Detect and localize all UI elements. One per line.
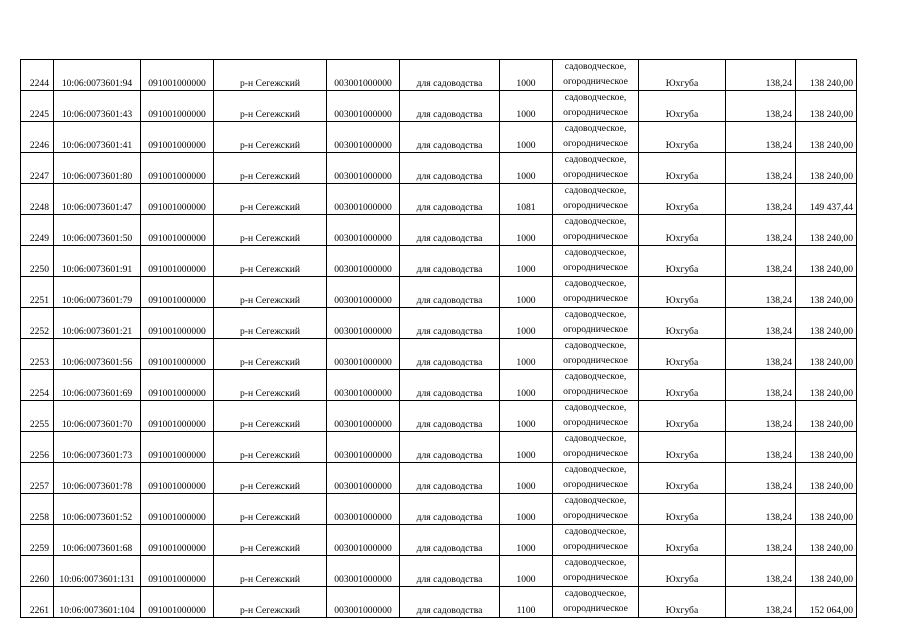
permitted-use-cell: для садоводства [400,494,500,525]
table-row [21,60,857,91]
rate-cell: 138,24 [726,308,796,339]
area-cell: 1000 [500,556,553,587]
rate-cell: 138,24 [726,153,796,184]
cadastral-value-cell: 138 240,00 [796,122,857,153]
table-row [21,184,857,215]
row-number-cell: 2258 [21,494,54,525]
district-cell: р-н Сегежский [214,370,327,401]
category-line-2: огородническое [563,385,628,397]
category-cell [553,184,639,215]
oktmo-cell: 091001000000 [141,60,214,91]
cadastral-number-cell: 10:06:0073601:91 [54,246,141,277]
oktmo-cell: 091001000000 [141,339,214,370]
permitted-use-cell: для садоводства [400,277,500,308]
row-number-cell: 2256 [21,432,54,463]
locality-cell: Юхгуба [639,246,726,277]
category-line-1: садоводческое, [564,309,627,320]
area-cell: 1000 [500,60,553,91]
oktmo-cell: 091001000000 [141,432,214,463]
area-cell: 1000 [500,308,553,339]
district-cell: р-н Сегежский [214,463,327,494]
category-cell [553,401,639,432]
category-line-2: огородническое [563,447,628,459]
cadastral-value-cell: 138 240,00 [796,215,857,246]
locality-cell: Юхгуба [639,215,726,246]
permitted-use-cell: для садоводства [400,308,500,339]
category-line-2: огородническое [563,230,628,242]
area-cell: 1000 [500,339,553,370]
area-cell: 1000 [500,401,553,432]
cadastral-value-cell: 138 240,00 [796,494,857,525]
category-cell [553,587,639,618]
code-cell: 003001000000 [327,587,400,618]
row-number-cell: 2255 [21,401,54,432]
oktmo-cell: 091001000000 [141,122,214,153]
category-cell [553,246,639,277]
permitted-use-cell: для садоводства [400,153,500,184]
district-cell: р-н Сегежский [214,556,327,587]
district-cell: р-н Сегежский [214,494,327,525]
category-line-2: огородническое [563,168,628,180]
code-cell: 003001000000 [327,370,400,401]
oktmo-cell: 091001000000 [141,215,214,246]
area-cell: 1000 [500,277,553,308]
code-cell: 003001000000 [327,401,400,432]
row-number-cell: 2257 [21,463,54,494]
table-row [21,463,857,494]
row-number-cell: 2251 [21,277,54,308]
category-line-2: огородническое [563,75,628,87]
category-line-1: садоводческое, [564,123,627,134]
locality-cell: Юхгуба [639,122,726,153]
rate-cell: 138,24 [726,122,796,153]
oktmo-cell: 091001000000 [141,587,214,618]
category-line-2: огородническое [563,323,628,335]
rate-cell: 138,24 [726,60,796,91]
oktmo-cell: 091001000000 [141,463,214,494]
area-cell: 1000 [500,463,553,494]
rate-cell: 138,24 [726,401,796,432]
locality-cell: Юхгуба [639,91,726,122]
locality-cell: Юхгуба [639,184,726,215]
category-line-2: огородническое [563,199,628,211]
permitted-use-cell: для садоводства [400,122,500,153]
table-body [21,60,857,618]
permitted-use-cell: для садоводства [400,91,500,122]
code-cell: 003001000000 [327,184,400,215]
category-cell [553,153,639,184]
oktmo-cell: 091001000000 [141,153,214,184]
category-cell [553,339,639,370]
row-number-cell: 2249 [21,215,54,246]
category-line-1: садоводческое, [564,526,627,537]
oktmo-cell: 091001000000 [141,277,214,308]
rate-cell: 138,24 [726,463,796,494]
district-cell: р-н Сегежский [214,153,327,184]
code-cell: 003001000000 [327,277,400,308]
cadastral-number-cell: 10:06:0073601:47 [54,184,141,215]
cadastral-number-cell: 10:06:0073601:131 [54,556,141,587]
table-row [21,277,857,308]
row-number-cell: 2248 [21,184,54,215]
locality-cell: Юхгуба [639,339,726,370]
category-line-1: садоводческое, [564,278,627,289]
code-cell: 003001000000 [327,432,400,463]
oktmo-cell: 091001000000 [141,246,214,277]
category-cell [553,122,639,153]
permitted-use-cell: для садоводства [400,339,500,370]
row-number-cell: 2245 [21,91,54,122]
oktmo-cell: 091001000000 [141,401,214,432]
rate-cell: 138,24 [726,91,796,122]
permitted-use-cell: для садоводства [400,370,500,401]
cadastral-value-cell: 138 240,00 [796,153,857,184]
oktmo-cell: 091001000000 [141,91,214,122]
oktmo-cell: 091001000000 [141,556,214,587]
permitted-use-cell: для садоводства [400,587,500,618]
cadastral-value-cell: 138 240,00 [796,277,857,308]
table-row [21,525,857,556]
code-cell: 003001000000 [327,153,400,184]
rate-cell: 138,24 [726,370,796,401]
cadastral-value-cell: 152 064,00 [796,587,857,618]
cadastral-value-cell: 138 240,00 [796,401,857,432]
locality-cell: Юхгуба [639,494,726,525]
category-line-1: садоводческое, [564,154,627,165]
area-cell: 1000 [500,153,553,184]
permitted-use-cell: для садоводства [400,525,500,556]
row-number-cell: 2247 [21,153,54,184]
category-line-1: садоводческое, [564,433,627,444]
permitted-use-cell: для садоводства [400,556,500,587]
cadastral-number-cell: 10:06:0073601:80 [54,153,141,184]
category-line-1: садоводческое, [564,216,627,227]
code-cell: 003001000000 [327,525,400,556]
rate-cell: 138,24 [726,556,796,587]
cadastral-number-cell: 10:06:0073601:41 [54,122,141,153]
category-line-2: огородническое [563,106,628,118]
cadastral-value-cell: 138 240,00 [796,339,857,370]
district-cell: р-н Сегежский [214,184,327,215]
rate-cell: 138,24 [726,525,796,556]
category-line-2: огородническое [563,292,628,304]
table-row [21,401,857,432]
area-cell: 1000 [500,494,553,525]
category-line-1: садоводческое, [564,92,627,103]
row-number-cell: 2259 [21,525,54,556]
category-line-2: огородническое [563,354,628,366]
cadastral-number-cell: 10:06:0073601:68 [54,525,141,556]
category-cell [553,370,639,401]
rate-cell: 138,24 [726,277,796,308]
category-line-2: огородническое [563,478,628,490]
cadastral-value-cell: 138 240,00 [796,60,857,91]
row-number-cell: 2250 [21,246,54,277]
category-cell [553,525,639,556]
category-line-1: садоводческое, [564,495,627,506]
area-cell: 1000 [500,91,553,122]
rate-cell: 138,24 [726,587,796,618]
area-cell: 1000 [500,432,553,463]
row-number-cell: 2252 [21,308,54,339]
locality-cell: Юхгуба [639,153,726,184]
area-cell: 1000 [500,370,553,401]
cadastral-value-cell: 138 240,00 [796,91,857,122]
cadastral-number-cell: 10:06:0073601:56 [54,339,141,370]
row-number-cell: 2253 [21,339,54,370]
category-line-2: огородническое [563,571,628,583]
permitted-use-cell: для садоводства [400,463,500,494]
district-cell: р-н Сегежский [214,60,327,91]
row-number-cell: 2261 [21,587,54,618]
area-cell: 1100 [500,587,553,618]
area-cell: 1000 [500,122,553,153]
table-row [21,556,857,587]
oktmo-cell: 091001000000 [141,184,214,215]
category-line-1: садоводческое, [564,557,627,568]
category-line-1: садоводческое, [564,247,627,258]
table-row [21,246,857,277]
district-cell: р-н Сегежский [214,401,327,432]
rate-cell: 138,24 [726,184,796,215]
permitted-use-cell: для садоводства [400,60,500,91]
table-row [21,587,857,618]
code-cell: 003001000000 [327,215,400,246]
table-row [21,308,857,339]
area-cell: 1000 [500,246,553,277]
oktmo-cell: 091001000000 [141,525,214,556]
district-cell: р-н Сегежский [214,525,327,556]
cadastral-value-cell: 138 240,00 [796,463,857,494]
category-line-1: садоводческое, [564,402,627,413]
table-row [21,370,857,401]
category-line-2: огородническое [563,540,628,552]
category-line-2: огородническое [563,137,628,149]
code-cell: 003001000000 [327,122,400,153]
locality-cell: Юхгуба [639,308,726,339]
cadastral-number-cell: 10:06:0073601:69 [54,370,141,401]
category-line-1: садоводческое, [564,588,627,599]
cadastral-number-cell: 10:06:0073601:104 [54,587,141,618]
cadastral-value-cell: 138 240,00 [796,525,857,556]
cadastral-value-cell: 138 240,00 [796,308,857,339]
district-cell: р-н Сегежский [214,308,327,339]
cadastral-value-cell: 149 437,44 [796,184,857,215]
table-row [21,153,857,184]
rate-cell: 138,24 [726,494,796,525]
category-line-1: садоводческое, [564,185,627,196]
cadastral-number-cell: 10:06:0073601:73 [54,432,141,463]
category-line-2: огородническое [563,602,628,614]
district-cell: р-н Сегежский [214,246,327,277]
area-cell: 1000 [500,525,553,556]
category-line-1: садоводческое, [564,340,627,351]
cadastral-number-cell: 10:06:0073601:94 [54,60,141,91]
rate-cell: 138,24 [726,432,796,463]
row-number-cell: 2254 [21,370,54,401]
category-cell [553,277,639,308]
cadastral-number-cell: 10:06:0073601:52 [54,494,141,525]
category-line-2: огородническое [563,416,628,428]
table-row [21,432,857,463]
category-line-1: садоводческое, [564,464,627,475]
cadastral-value-cell: 138 240,00 [796,432,857,463]
locality-cell: Юхгуба [639,401,726,432]
area-cell: 1081 [500,184,553,215]
row-number-cell: 2244 [21,60,54,91]
rate-cell: 138,24 [726,215,796,246]
category-cell [553,91,639,122]
locality-cell: Юхгуба [639,525,726,556]
cadastral-value-cell: 138 240,00 [796,370,857,401]
table-row [21,339,857,370]
cadastral-number-cell: 10:06:0073601:70 [54,401,141,432]
permitted-use-cell: для садоводства [400,432,500,463]
code-cell: 003001000000 [327,91,400,122]
permitted-use-cell: для садоводства [400,246,500,277]
locality-cell: Юхгуба [639,60,726,91]
cadastral-number-cell: 10:06:0073601:21 [54,308,141,339]
cadastral-number-cell: 10:06:0073601:43 [54,91,141,122]
table-row [21,494,857,525]
locality-cell: Юхгуба [639,556,726,587]
category-line-1: садоводческое, [564,371,627,382]
district-cell: р-н Сегежский [214,587,327,618]
code-cell: 003001000000 [327,556,400,587]
category-cell [553,432,639,463]
category-cell [553,556,639,587]
area-cell: 1000 [500,215,553,246]
category-line-1: садоводческое, [564,61,627,72]
code-cell: 003001000000 [327,60,400,91]
district-cell: р-н Сегежский [214,339,327,370]
oktmo-cell: 091001000000 [141,494,214,525]
district-cell: р-н Сегежский [214,432,327,463]
category-line-2: огородническое [563,509,628,521]
cadastral-number-cell: 10:06:0073601:78 [54,463,141,494]
rate-cell: 138,24 [726,246,796,277]
category-line-2: огородническое [563,261,628,273]
row-number-cell: 2246 [21,122,54,153]
locality-cell: Юхгуба [639,277,726,308]
permitted-use-cell: для садоводства [400,401,500,432]
permitted-use-cell: для садоводства [400,215,500,246]
category-cell [553,308,639,339]
table-row [21,215,857,246]
code-cell: 003001000000 [327,308,400,339]
category-cell [553,60,639,91]
district-cell: р-н Сегежский [214,277,327,308]
oktmo-cell: 091001000000 [141,308,214,339]
row-number-cell: 2260 [21,556,54,587]
oktmo-cell: 091001000000 [141,370,214,401]
category-cell [553,215,639,246]
code-cell: 003001000000 [327,494,400,525]
district-cell: р-н Сегежский [214,215,327,246]
category-cell [553,463,639,494]
cadastral-value-cell: 138 240,00 [796,556,857,587]
district-cell: р-н Сегежский [214,122,327,153]
cadastral-value-table [20,59,857,618]
code-cell: 003001000000 [327,339,400,370]
permitted-use-cell: для садоводства [400,184,500,215]
rate-cell: 138,24 [726,339,796,370]
category-cell [553,494,639,525]
locality-cell: Юхгуба [639,463,726,494]
cadastral-number-cell: 10:06:0073601:50 [54,215,141,246]
table-row [21,122,857,153]
cadastral-number-cell: 10:06:0073601:79 [54,277,141,308]
code-cell: 003001000000 [327,463,400,494]
locality-cell: Юхгуба [639,370,726,401]
cadastral-value-cell: 138 240,00 [796,246,857,277]
table-row [21,91,857,122]
locality-cell: Юхгуба [639,587,726,618]
locality-cell: Юхгуба [639,432,726,463]
code-cell: 003001000000 [327,246,400,277]
district-cell: р-н Сегежский [214,91,327,122]
